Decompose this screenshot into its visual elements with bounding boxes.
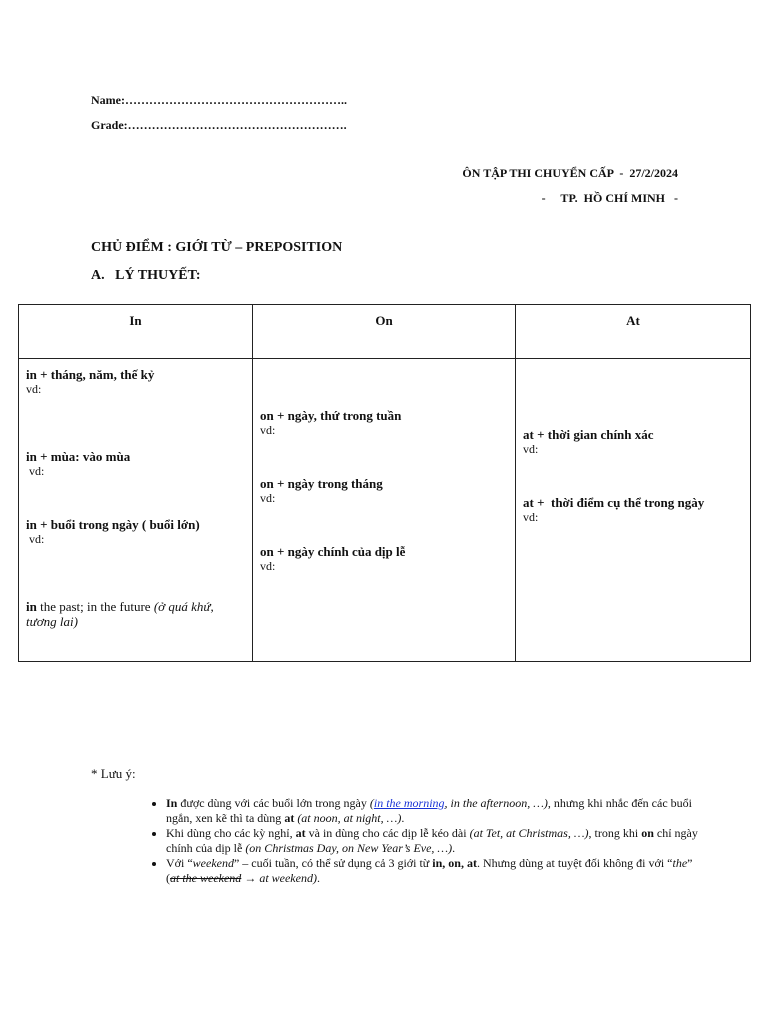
grade-label: Grade:: [91, 118, 128, 132]
exam-line: ÔN TẬP THI CHUYỂN CẤP - 27/2/2024: [462, 166, 678, 180]
header-at: At: [516, 305, 751, 359]
header-in: In: [19, 305, 253, 359]
in-rule-part-of-day: in + buổi trong ngày ( buổi lớn) vd:: [26, 517, 200, 546]
on-column: [253, 359, 516, 662]
in-column: [19, 359, 253, 662]
section-a-title: A. LÝ THUYẾT:: [91, 268, 201, 283]
in-rule-past-future: in the past; in the future (ở quá khứ, tương lai): [26, 599, 214, 629]
name-dots: ………………………………………………..: [124, 93, 347, 107]
preposition-table: [18, 304, 751, 662]
name-field: [91, 93, 347, 108]
at-column: [516, 359, 751, 662]
at-rule-point-in-day: at + thời điểm cụ thể trong ngày vd:: [523, 495, 705, 524]
table-body-row: [19, 359, 751, 662]
note-item: • Khi dùng cho các kỳ nghỉ, at và in dùng cho các dịp lễ kéo dài (at Tet, at Christmas, …), trong khi on chỉ ngày chính của dịp lễ (on Christmas Day, on New Year’s Eve, …).: [166, 826, 706, 856]
at-rule-exact-time: at + thời gian chính xác vd:: [523, 427, 654, 456]
on-rule-date: on + ngày trong tháng vd:: [260, 476, 383, 505]
in-rule-season: in + mùa: vào mùa vd:: [26, 449, 131, 478]
on-rule-weekday: on + ngày, thứ trong tuần vd:: [260, 408, 402, 437]
grade-field: [91, 118, 347, 133]
city-line: - TP. HỒ CHÍ MINH -: [541, 191, 678, 205]
in-the-morning-link[interactable]: in the morning: [373, 796, 445, 810]
name-label: Name:: [91, 93, 125, 107]
header-on: On: [253, 305, 516, 359]
arrow-icon: →: [241, 871, 260, 885]
note-item: • In được dùng với các buổi lớn trong ngày (in the morning, in the afternoon, …), nhưng khi nhắc đến các buổi ngắn, xen kẽ thì ta dùng at (at noon, at night, …).: [166, 796, 706, 826]
topic-title: CHỦ ĐIỂM : GIỚI TỪ – PREPOSITION: [91, 240, 343, 255]
table-header-row: [19, 305, 751, 359]
notes-title: * Lưu ý:: [91, 766, 136, 781]
grade-dots: ……………………………………………….: [127, 118, 347, 132]
in-rule-month-year: in + tháng, năm, thế kỷ vd:: [26, 367, 155, 396]
note-item: • Với “weekend” – cuối tuần, có thể sử dụng cả 3 giới từ in, on, at. Nhưng dùng at tuyệt đối không đi với “the” (at the weekend → at weekend).: [166, 856, 706, 886]
notes-list: [138, 796, 706, 886]
struck-example: at the weekend: [170, 871, 242, 885]
on-rule-holiday: on + ngày chính của dịp lễ vd:: [260, 544, 406, 573]
